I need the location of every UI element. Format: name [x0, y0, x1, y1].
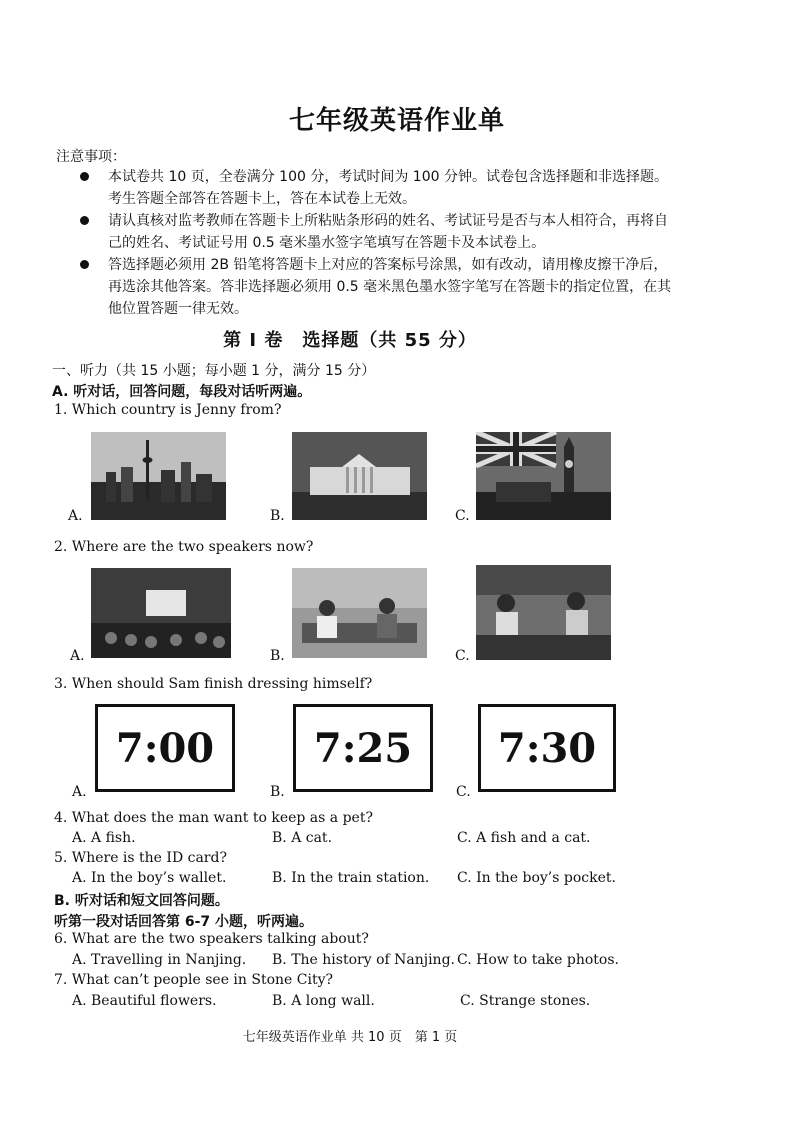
q5-option-b[interactable]: B. In the train station.	[272, 870, 430, 886]
question-1: 1. Which country is Jenny from?	[54, 402, 282, 418]
white-house-picture	[292, 432, 427, 520]
q1-option-a[interactable]: A.	[68, 508, 83, 524]
skyline-picture	[91, 432, 226, 520]
question-3: 3. When should Sam finish dressing himself?	[54, 676, 373, 692]
question-2: 2. Where are the two speakers now?	[54, 539, 314, 555]
q4-option-c[interactable]: C. A fish and a cat.	[457, 830, 591, 846]
office-picture	[292, 568, 427, 658]
part-title: 第 I 卷 选择题（共 55 分）	[223, 330, 477, 351]
bullet-icon	[80, 172, 89, 181]
q1-option-b[interactable]: B.	[270, 508, 285, 524]
market-image[interactable]	[476, 565, 611, 660]
question-7: 7. What can’t people see in Stone City?	[54, 972, 333, 988]
white-house-image[interactable]	[292, 432, 427, 520]
page-title: 七年级英语作业单	[288, 106, 505, 136]
skyline-image[interactable]	[91, 432, 226, 520]
bullet-icon	[80, 216, 89, 225]
sub-b-instruction: 听第一段对话回答第 6-7 小题，听两遍。	[54, 914, 314, 930]
page-footer: 七年级英语作业单 共 10 页 第 1 页	[242, 1030, 458, 1045]
notice-item: 本试卷共 10 页，全卷满分 100 分，考试时间为 100 分钟。试卷包含选择题和非选择题。考生答题全部答在答题卡上，答在本试卷上无效。	[80, 166, 680, 210]
q4-option-b[interactable]: B. A cat.	[272, 830, 333, 846]
question-6: 6. What are the two speakers talking about?	[54, 931, 369, 947]
q1-option-c[interactable]: C.	[455, 508, 470, 524]
q5-option-c[interactable]: C. In the boy’s pocket.	[457, 870, 616, 886]
q6-option-a[interactable]: A. Travelling in Nanjing.	[72, 952, 247, 968]
notice-heading: 注意事项：	[56, 149, 126, 165]
q3-option-a[interactable]: A.	[72, 784, 87, 800]
q7-option-a[interactable]: A. Beautiful flowers.	[72, 993, 217, 1009]
q2-option-b[interactable]: B.	[270, 648, 285, 664]
q4-option-a[interactable]: A. A fish.	[72, 830, 136, 846]
clock-7-30[interactable]: 7:30	[478, 704, 616, 792]
market-picture	[476, 565, 611, 660]
q6-option-b[interactable]: B. The history of Nanjing.	[272, 952, 455, 968]
notice-list	[80, 166, 680, 320]
q3-option-b[interactable]: B.	[270, 784, 285, 800]
bullet-icon	[80, 260, 89, 269]
question-4: 4. What does the man want to keep as a pet?	[54, 810, 373, 826]
sub-b-heading: B. 听对话和短文回答问题。	[54, 893, 229, 909]
clock-7-00[interactable]: 7:00	[95, 704, 235, 792]
london-image[interactable]	[476, 432, 611, 520]
london-picture	[476, 432, 611, 520]
q2-option-a[interactable]: A.	[70, 648, 85, 664]
office-image[interactable]	[292, 568, 427, 658]
q2-option-c[interactable]: C.	[455, 648, 470, 664]
notice-item: 请认真核对监考教师在答题卡上所粘贴条形码的姓名、考试证号是否与本人相符合，再将自己的姓名、考试证号用 0.5 毫米墨水签字笔填写在答题卡及本试卷上。	[80, 210, 680, 254]
sub-a-heading: A. 听对话，回答问题，每段对话听两遍。	[52, 384, 312, 400]
q6-option-c[interactable]: C. How to take photos.	[457, 952, 619, 968]
notice-item: 答选择题必须用 2B 铅笔将答题卡上对应的答案标号涂黑，如有改动，请用橡皮擦干净后，再选涂其他答案。答非选择题必须用 0.5 毫米黑色墨水签字笔写在答题卡的指定位置，在其他位置答题一律无效。	[80, 254, 680, 320]
q7-option-b[interactable]: B. A long wall.	[272, 993, 375, 1009]
clock-7-25[interactable]: 7:25	[293, 704, 433, 792]
q5-option-a[interactable]: A. In the boy’s wallet.	[72, 870, 227, 886]
q7-option-c[interactable]: C. Strange stones.	[460, 993, 591, 1009]
classroom-picture	[91, 568, 231, 658]
classroom-image[interactable]	[91, 568, 231, 658]
q3-option-c[interactable]: C.	[456, 784, 471, 800]
section-heading: 一、听力（共 15 小题；每小题 1 分，满分 15 分）	[52, 363, 376, 379]
question-5: 5. Where is the ID card?	[54, 850, 227, 866]
